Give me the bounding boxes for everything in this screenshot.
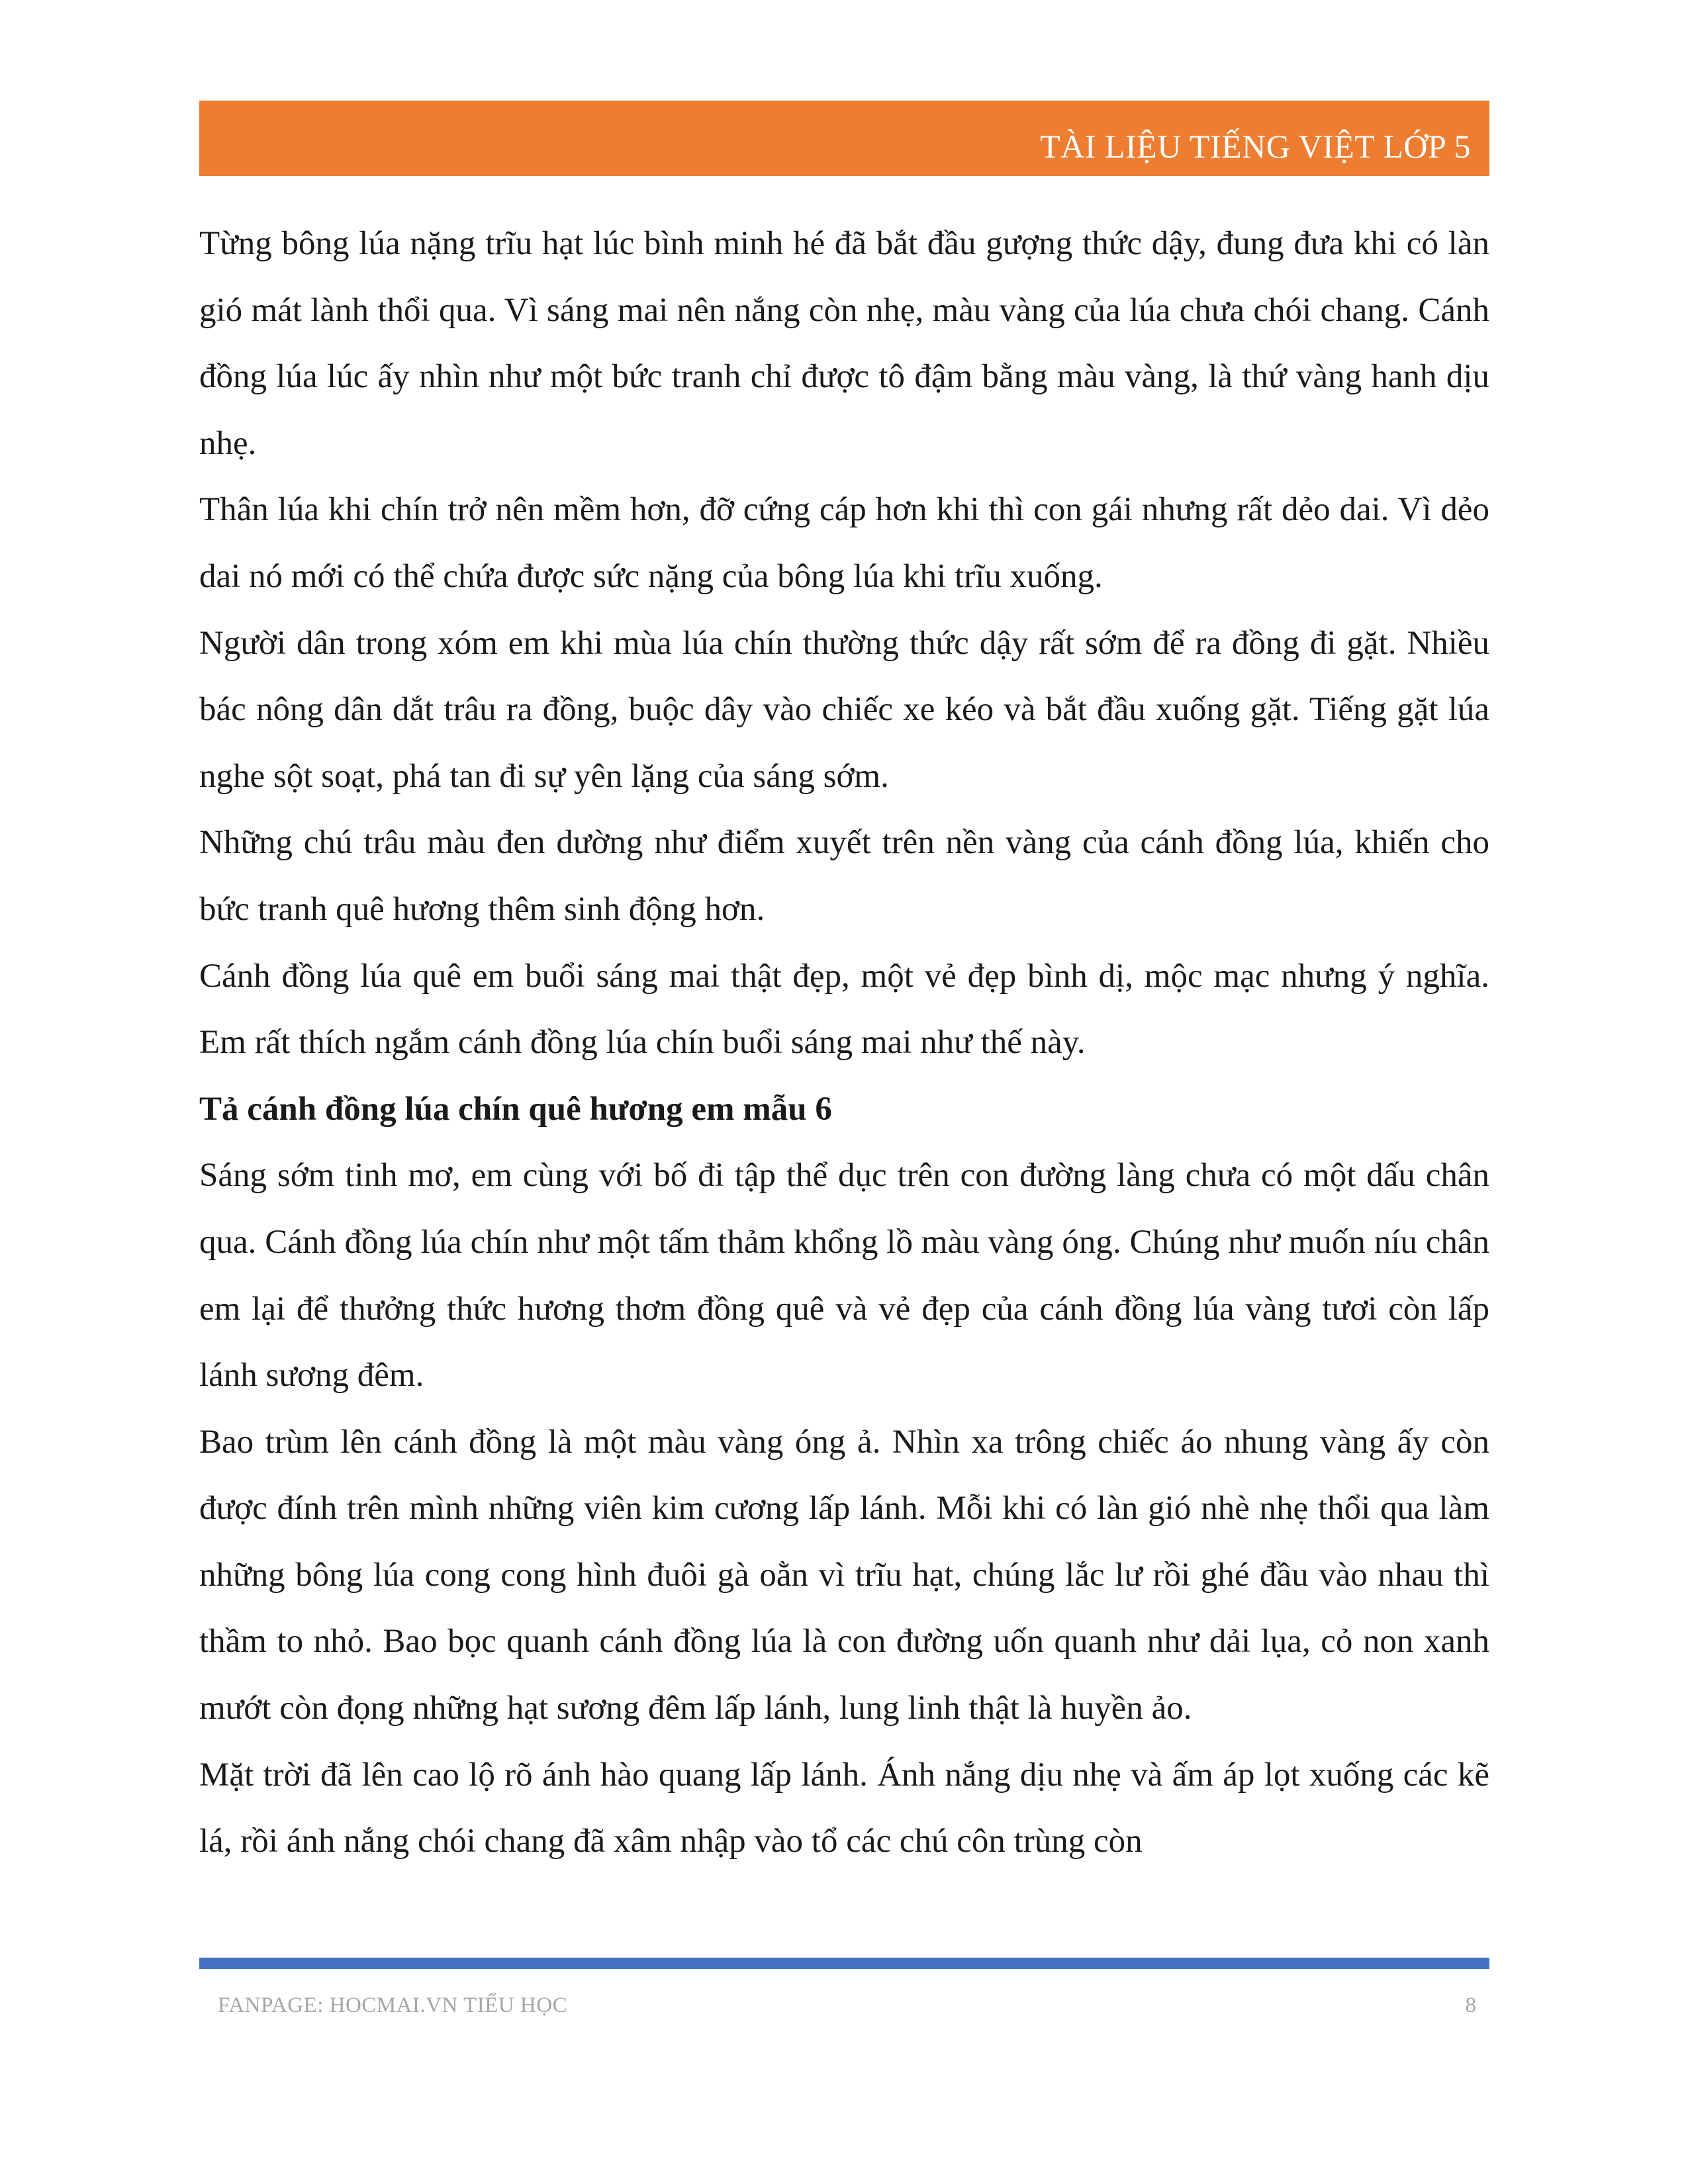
document-body bbox=[199, 210, 1489, 1875]
paragraph: Thân lúa khi chín trở nên mềm hơn, đỡ cứng cáp hơn khi thì con gái nhưng rất dẻo dai. Vì dẻo dai nó mới có thể chứa được sức nặng của bông lúa khi trĩu xuống. bbox=[199, 491, 1489, 595]
paragraph: Từng bông lúa nặng trĩu hạt lúc bình minh hé đã bắt đầu gượng thức dậy, đung đưa khi có làn gió mát lành thổi qua. Vì sáng mai nên nắng còn nhẹ, màu vàng của lúa chưa chói chang. Cánh đồng lúa lúc ấy nhìn như một bức tranh chỉ được tô đậm bằng màu vàng, là thứ vàng hanh dịu nhẹ. bbox=[199, 225, 1489, 462]
paragraph: Mặt trời đã lên cao lộ rõ ánh hào quang lấp lánh. Ánh nắng dịu nhẹ và ấm áp lọt xuống các kẽ lá, rồi ánh nắng chói chang đã xâm nhập vào tổ các chú côn trùng còn bbox=[199, 1756, 1489, 1860]
header-band bbox=[199, 101, 1489, 176]
paragraph: Người dân trong xóm em khi mùa lúa chín thường thức dậy rất sớm để ra đồng đi gặt. Nhiều bác nông dân dắt trâu ra đồng, buộc dây vào chiếc xe kéo và bắt đầu xuống gặt. Tiếng gặt lúa nghe sột soạt, phá tan đi sự yên lặng của sáng sớm. bbox=[199, 624, 1489, 795]
page-number: 8 bbox=[1465, 1993, 1476, 2017]
footer-fanpage-text: FANPAGE: HOCMAI.VN TIỂU HỌC bbox=[218, 1993, 568, 2017]
paragraph: Cánh đồng lúa quê em buổi sáng mai thật đẹp, một vẻ đẹp bình dị, mộc mạc nhưng ý nghĩa. Em rất thích ngắm cánh đồng lúa chín buổi sáng mai như thế này. bbox=[199, 957, 1489, 1062]
footer-divider bbox=[199, 1958, 1489, 1969]
paragraph: Sáng sớm tinh mơ, em cùng với bố đi tập thể dục trên con đường làng chưa có một dấu chân qua. Cánh đồng lúa chín như một tấm thảm khổng lồ màu vàng óng. Chúng như muốn níu chân em lại để thưởng thức hương thơm đồng quê và vẻ đẹp của cánh đồng lúa vàng tươi còn lấp lánh sương đêm. bbox=[199, 1157, 1489, 1394]
document-title: TÀI LIỆU TIẾNG VIỆT LỚP 5 bbox=[1040, 128, 1471, 165]
paragraph: Bao trùm lên cánh đồng là một màu vàng óng ả. Nhìn xa trông chiếc áo nhung vàng ấy còn được đính trên mình những viên kim cương lấp lánh. Mỗi khi có làn gió nhè nhẹ thổi qua làm những bông lúa cong cong hình đuôi gà oằn vì trĩu hạt, chúng lắc lư rồi ghé đầu vào nhau thì thầm to nhỏ. Bao bọc quanh cánh đồng lúa là con đường uốn quanh như dải lụa, cỏ non xanh mướt còn đọng những hạt sương đêm lấp lánh, lung linh thật là huyền ảo. bbox=[199, 1423, 1489, 1727]
section-heading: Tả cánh đồng lúa chín quê hương em mẫu 6 bbox=[199, 1090, 832, 1128]
paragraph: Những chú trâu màu đen dường như điểm xuyết trên nền vàng của cánh đồng lúa, khiến cho bức tranh quê hương thêm sinh động hơn. bbox=[199, 824, 1489, 928]
